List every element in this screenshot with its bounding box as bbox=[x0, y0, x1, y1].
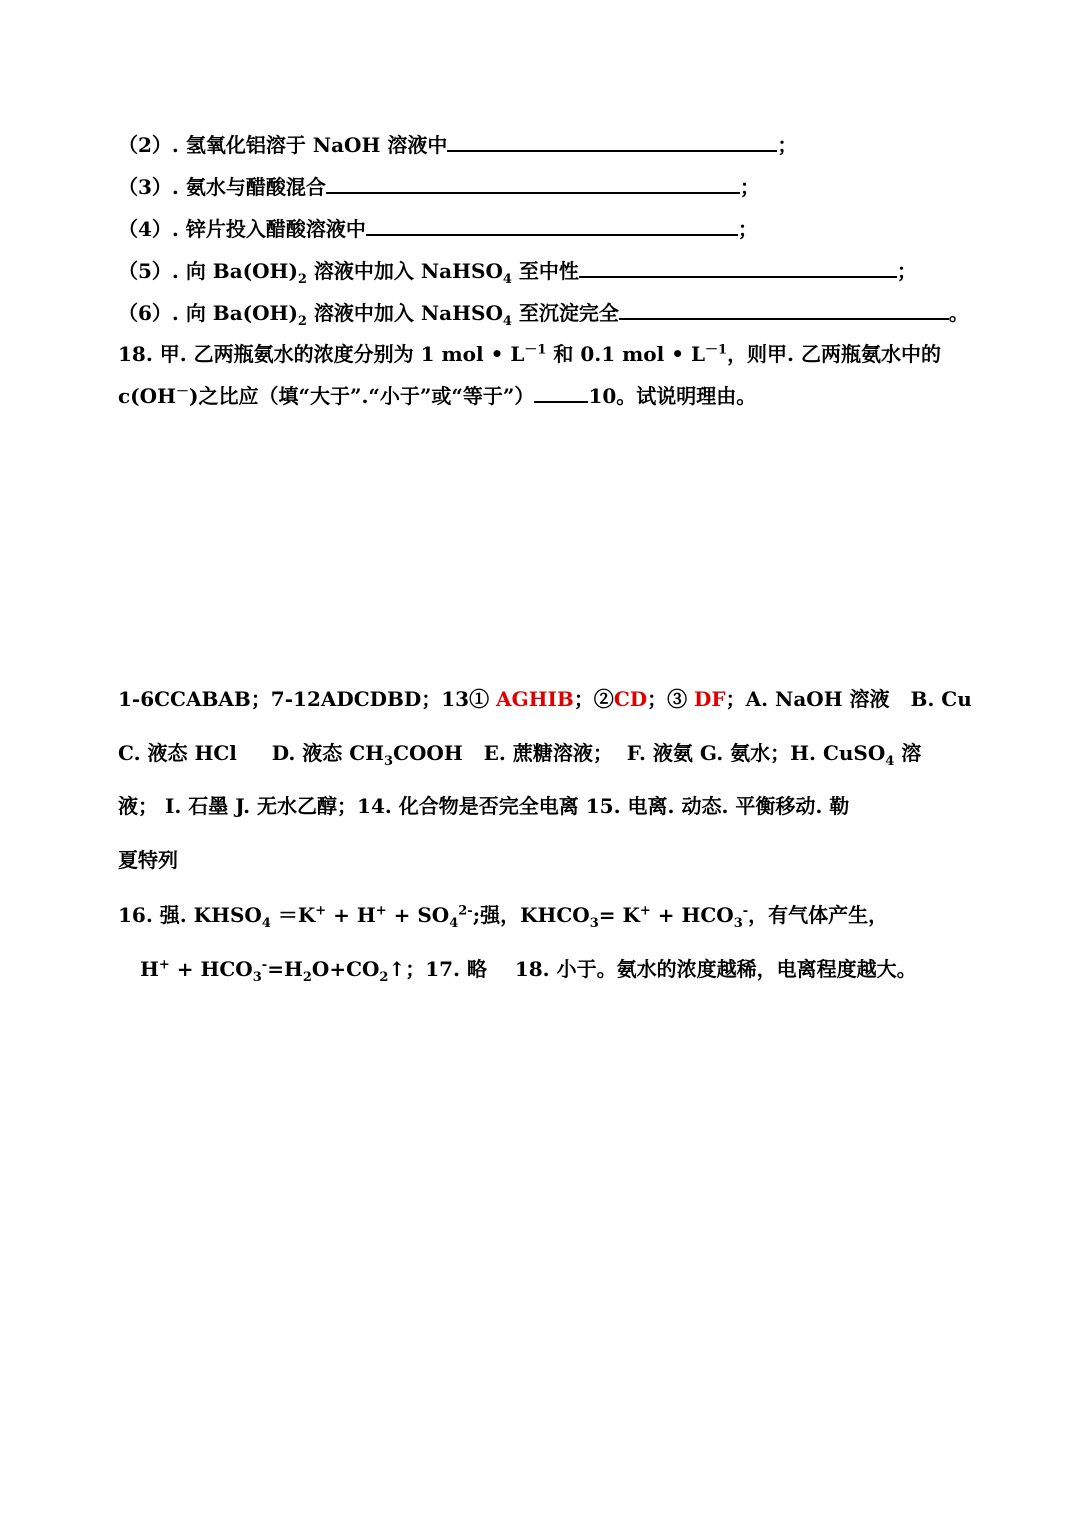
superscript: + bbox=[639, 903, 651, 919]
answer-text: + SO bbox=[386, 903, 450, 927]
subscript: 3 bbox=[589, 916, 599, 931]
question-text: 18. 甲. 乙两瓶氨水的浓度分别为 1 mol • L bbox=[118, 342, 525, 366]
answer-text: F. 液氨 G. 氨水；H. CuSO bbox=[626, 741, 886, 765]
answer-line-3 bbox=[118, 792, 849, 820]
question-text: （6）. 向 Ba(OH) bbox=[118, 301, 298, 325]
superscript: －1 bbox=[524, 342, 547, 358]
answer-line-4 bbox=[118, 846, 178, 874]
answer-highlight: AGHIB bbox=[496, 687, 574, 711]
answer-text: ，有气体产生， bbox=[748, 903, 889, 927]
answer-text: O+CO bbox=[311, 957, 380, 981]
answer-text: ;强，KHCO bbox=[472, 903, 590, 927]
question-17-2 bbox=[118, 130, 797, 159]
superscript: 2- bbox=[458, 903, 473, 919]
subscript: 4 bbox=[885, 754, 895, 769]
answer-blank[interactable] bbox=[366, 214, 738, 236]
superscript: + bbox=[375, 903, 387, 919]
superscript: + bbox=[315, 903, 327, 919]
superscript: －1 bbox=[705, 342, 728, 358]
superscript: - bbox=[742, 903, 749, 919]
question-text: 10。试说明理由。 bbox=[588, 384, 757, 408]
superscript: - bbox=[261, 957, 268, 973]
answer-text: B. Cu bbox=[910, 687, 972, 711]
answer-text: + HCO bbox=[169, 957, 253, 981]
superscript: － bbox=[175, 384, 189, 400]
subscript: 4 bbox=[261, 916, 271, 931]
subscript: 4 bbox=[449, 916, 459, 931]
answer-blank[interactable] bbox=[326, 172, 740, 194]
subscript: 3 bbox=[384, 754, 394, 769]
question-text: )之比应（填“大于”.“小于”或“等于”） bbox=[188, 384, 535, 408]
answer-line-5 bbox=[118, 901, 888, 929]
question-text: c(OH bbox=[118, 384, 176, 408]
answer-blank[interactable] bbox=[447, 130, 777, 152]
question-text: 溶液中加入 NaHSO bbox=[306, 301, 503, 325]
subscript: 4 bbox=[502, 314, 512, 329]
answer-text: ↑；17. 略 bbox=[388, 957, 487, 981]
answer-text: ；③ bbox=[647, 687, 688, 711]
question-text: 至中性 bbox=[511, 259, 579, 283]
superscript: + bbox=[158, 957, 170, 973]
question-18-line1 bbox=[118, 340, 941, 368]
question-text: （2）. 氢氧化铝溶于 NaOH 溶液中 bbox=[118, 133, 448, 157]
answer-text: 18. 小于。氨水的浓度越稀，电离程度越大。 bbox=[514, 957, 917, 981]
line-end: 。 bbox=[948, 301, 969, 325]
answer-highlight: DF bbox=[694, 687, 726, 711]
line-end: ； bbox=[896, 259, 917, 283]
question-text: 至沉淀完全 bbox=[511, 301, 619, 325]
subscript: 2 bbox=[379, 970, 389, 985]
question-17-6 bbox=[118, 298, 969, 327]
question-18-line2 bbox=[118, 381, 756, 410]
question-text: （4）. 锌片投入醋酸溶液中 bbox=[118, 217, 366, 241]
answer-text: ＝K bbox=[270, 903, 316, 927]
question-17-5 bbox=[118, 256, 917, 285]
line-end: ； bbox=[737, 217, 758, 241]
subscript: 4 bbox=[502, 272, 512, 287]
answer-text: D. 液态 CH bbox=[271, 741, 385, 765]
question-17-4 bbox=[118, 214, 758, 243]
answer-text: ；A. NaOH 溶液 bbox=[725, 687, 890, 711]
question-text: （3）. 氨水与醋酸混合 bbox=[118, 175, 326, 199]
subscript: 3 bbox=[733, 916, 743, 931]
answer-text: ；② bbox=[573, 687, 614, 711]
answer-text: 溶 bbox=[894, 741, 922, 765]
answer-text: COOH bbox=[393, 741, 463, 765]
subscript: 2 bbox=[297, 314, 307, 329]
answer-blank[interactable] bbox=[534, 381, 588, 403]
answer-text: + HCO bbox=[650, 903, 734, 927]
question-text: （5）. 向 Ba(OH) bbox=[118, 259, 298, 283]
question-17-3 bbox=[118, 172, 760, 201]
question-text: 溶液中加入 NaHSO bbox=[306, 259, 503, 283]
line-end: ； bbox=[777, 133, 798, 157]
subscript: 2 bbox=[297, 272, 307, 287]
answer-blank[interactable] bbox=[579, 256, 897, 278]
answer-text: 夏特列 bbox=[118, 848, 178, 872]
answer-highlight: CD bbox=[613, 687, 648, 711]
answer-text: =H bbox=[267, 957, 303, 981]
answer-text: + H bbox=[326, 903, 376, 927]
answer-text: 16. 强. KHSO bbox=[118, 903, 262, 927]
answer-blank[interactable] bbox=[619, 298, 949, 320]
answer-text: = K bbox=[598, 903, 640, 927]
answer-line-2 bbox=[118, 739, 921, 767]
answer-line-1 bbox=[118, 685, 972, 713]
answer-text: H bbox=[140, 957, 159, 981]
answer-line-6 bbox=[140, 955, 917, 983]
answer-text: C. 液态 HCl bbox=[118, 741, 237, 765]
answer-text: 1-6CCABAB；7-12ADCDBD；13① bbox=[118, 687, 490, 711]
question-text: 和 0.1 mol • L bbox=[546, 342, 706, 366]
subscript: 2 bbox=[302, 970, 312, 985]
answer-text: E. 蔗糖溶液； bbox=[483, 741, 613, 765]
subscript: 3 bbox=[252, 970, 262, 985]
answer-text: 液； I. 石墨 J. 无水乙醇；14. 化合物是否完全电离 15. 电离. 动态. 平衡移动. 勒 bbox=[118, 794, 850, 818]
question-text: ，则甲. 乙两瓶氨水中的 bbox=[727, 342, 941, 366]
line-end: ； bbox=[739, 175, 760, 199]
